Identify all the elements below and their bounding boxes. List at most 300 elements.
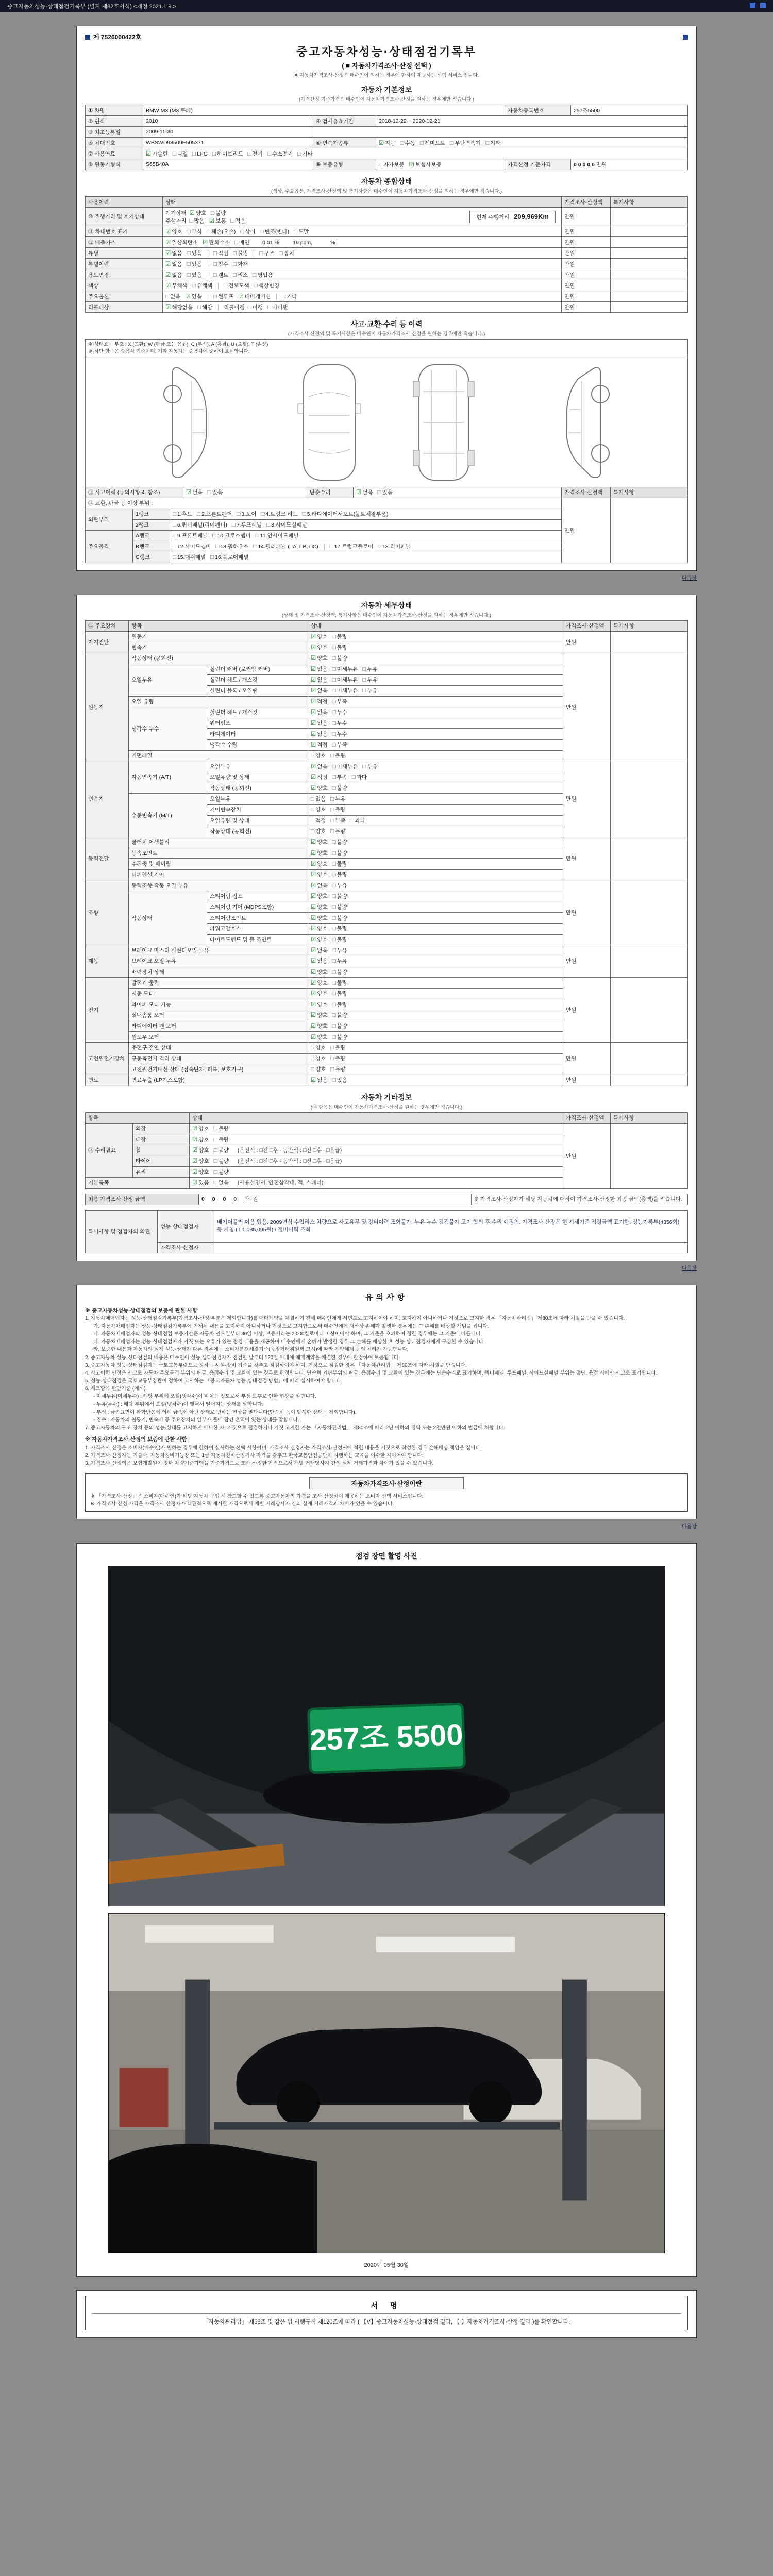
first-reg-label: ③ 최초등록일 xyxy=(86,127,143,138)
checkbox-option[interactable]: □ 기타 xyxy=(282,293,297,300)
checkbox-option[interactable]: □ 누유 xyxy=(332,947,347,954)
basic-items-options: ☑ 있음 □ 없음 (사용설명서, 안전삼각대, 잭, 스패너) xyxy=(190,1177,563,1188)
checkbox-option[interactable]: □ 부족 xyxy=(332,742,347,748)
checkbox-option[interactable]: □ 불량 xyxy=(330,1056,346,1062)
checkbox-option[interactable]: ☑ 무채색 xyxy=(165,282,188,289)
checkbox-option[interactable]: ☑ 양호 xyxy=(311,645,328,651)
status-options xyxy=(308,902,563,912)
checkbox-option[interactable]: □ 불량 xyxy=(332,915,347,921)
checkbox-option[interactable]: □ 불량 xyxy=(213,1158,229,1164)
checkbox-option[interactable]: ☑ 가솔린 xyxy=(146,150,168,157)
wheel-options: ☑ 양호 □ 불량 (운전석 : □전 □후 · 동반석 : □전 □후 · □응급) xyxy=(190,1145,563,1156)
rankB-options xyxy=(170,541,562,552)
price-cell: 만원 xyxy=(563,761,611,837)
checkbox-option[interactable]: □ 불량 xyxy=(330,828,346,835)
checkbox-option[interactable]: □ 18.리어패널 xyxy=(378,544,411,550)
special-history-label: 특별이력 xyxy=(86,259,163,269)
row-emission xyxy=(86,237,688,248)
final-price-note: ※ 가격조사·산정자가 해당 자동차에 대하여 가격조사·산정한 최종 금액(총액)을 적습니다. xyxy=(472,1194,688,1205)
checkbox-option[interactable]: □ 10.크로스멤버 xyxy=(212,533,251,539)
checkbox-option[interactable]: □ 디젤 xyxy=(172,150,188,157)
checkbox-option[interactable]: □ 14.필러패널 (□A, □B, □C) xyxy=(253,544,318,550)
price-option-note: ※ 자동차가격조사·산정은 매수인이 원하는 경우에 한하여 제공하는 선택 서비스 입니다. xyxy=(294,73,479,78)
checkbox-option[interactable]: ☑ 네비게이션 xyxy=(238,293,271,300)
checkbox-option[interactable]: □ 불량 xyxy=(213,1137,229,1143)
checkbox-option[interactable]: ☑ 없음 xyxy=(311,720,328,726)
checkbox-option[interactable]: □ 9.프론트패널 xyxy=(173,533,208,539)
checkbox-option[interactable]: □ 하이브리드 xyxy=(212,150,243,157)
part-label: 오일누유 xyxy=(207,761,308,772)
checkbox-option[interactable]: ☑ 자동 xyxy=(379,140,396,146)
checkbox-option[interactable]: ☑ 양호 xyxy=(311,1012,328,1019)
checkbox-option[interactable]: □ 양호 xyxy=(311,807,326,813)
checkbox-option[interactable]: □ 렌트 xyxy=(213,272,229,278)
status-options xyxy=(308,1042,563,1053)
part-label: 작동상태 (공회전) xyxy=(207,783,308,793)
page-title: 중고자동차성능·상태점검기록부 xyxy=(296,45,477,58)
detail-row xyxy=(86,837,688,848)
overall-subtitle: (색상, 주요옵션, 가격조사·산정액 및 특기사항은 매수인이 자동차가격조사·산정을 원하는 경우에만 적습니다.) xyxy=(271,189,502,194)
photos-title: 점검 장면 촬영 사진 xyxy=(356,1552,417,1561)
note-cell xyxy=(611,269,688,280)
checkbox-option[interactable]: □ 불량 xyxy=(332,1002,347,1008)
part-label: 스티어링조인트 xyxy=(207,912,308,923)
checkbox-option[interactable]: □ 불량 xyxy=(332,785,347,791)
status-options xyxy=(308,977,563,988)
checkbox-option[interactable]: □ 자가보증 xyxy=(379,161,405,168)
checkbox-option[interactable]: □ 없음 xyxy=(311,796,326,802)
car-top-view-diagram[interactable] xyxy=(293,360,365,485)
checkbox-option[interactable]: □ 유채색 xyxy=(192,282,213,289)
emission-options xyxy=(165,240,254,246)
checkbox-option[interactable]: ☑ 없음 xyxy=(165,250,182,257)
notice-line: 5. 성능·상태점검은 국토교통부장관이 정하여 고시하는 「중고자동차 성능·상태점검 방법」에 따라 실시하여야 합니다. xyxy=(85,1378,343,1384)
col-etc-item: 항목 xyxy=(86,1112,190,1123)
checkbox-option[interactable]: □ 양호 xyxy=(311,1056,326,1062)
checkbox-option[interactable]: □ 매연 xyxy=(234,239,250,246)
checkbox-option[interactable]: ☑ 양호 xyxy=(311,850,328,856)
checkbox-option[interactable]: □ 17.트렁크플로어 xyxy=(329,544,374,550)
tire-label: 타이어 xyxy=(133,1156,190,1166)
checkbox-option[interactable]: □ 많음 xyxy=(189,217,205,224)
checkbox-option[interactable]: ☑ 양호 xyxy=(311,915,328,921)
checkbox-option[interactable]: □ 있음 xyxy=(207,489,223,496)
checkbox-option[interactable]: ☑ 양호 xyxy=(311,893,328,900)
checkbox-option[interactable]: □ 양호 xyxy=(311,828,326,835)
checkbox-option[interactable]: □ 불량 xyxy=(213,1169,229,1175)
vin-marking-options xyxy=(163,226,562,237)
car-right-side-diagram[interactable] xyxy=(550,361,617,484)
checkbox-option[interactable]: □ 색상변경 xyxy=(254,282,280,289)
checkbox-option[interactable]: □ 미세누유 xyxy=(332,764,358,770)
checkbox-option[interactable]: ☑ 없음 xyxy=(311,666,328,672)
price-cell: 만원 xyxy=(562,280,611,291)
fuel-options xyxy=(143,148,688,159)
checkbox-option[interactable]: □ 불량 xyxy=(332,904,347,910)
checkbox-option[interactable]: ☑ 적정 xyxy=(311,699,328,705)
notice-line: - 누유(누수) : 해당 부위에서 오일(냉각수)이 맺혀서 떨어지는 상태를 말합니다. xyxy=(93,1401,264,1408)
checkbox-option[interactable]: □ 과다 xyxy=(351,774,367,781)
checkbox-option[interactable]: ☑ 적정 xyxy=(311,774,328,781)
checkbox-option[interactable]: □ 미이행 xyxy=(267,304,288,311)
checkbox-option[interactable]: □ 세미오토 xyxy=(419,140,446,146)
inspection-period-value: 2018-12-22 ~ 2020-12-21 xyxy=(376,116,688,127)
checkbox-option[interactable]: □ 해당 xyxy=(197,304,213,311)
interior-label: 내장 xyxy=(133,1134,190,1145)
color-label: 색상 xyxy=(86,280,163,291)
status-options xyxy=(308,945,563,956)
checkbox-option[interactable]: □ 미세누유 xyxy=(332,677,358,683)
main-options-etc xyxy=(276,294,301,300)
checkbox-option[interactable]: □ 불량 xyxy=(332,655,347,662)
checkbox-option[interactable]: □ 불량 xyxy=(332,861,347,867)
note-cell xyxy=(611,259,688,269)
notice-line: ※ 자동차가격조사·산정의 보증에 관한 사항 xyxy=(85,1436,187,1443)
rank2-options xyxy=(170,519,562,530)
part-label: 작동상태 (공회전) xyxy=(207,826,308,837)
checkbox-option[interactable]: ☑ 보험사보증 xyxy=(409,161,442,168)
checkbox-option[interactable]: ☑ 없음 xyxy=(311,947,328,954)
part-label: 파워고압호스 xyxy=(207,923,308,934)
next-page-link[interactable]: 다음장 xyxy=(682,1524,697,1530)
checkbox-option[interactable]: □ 있음 xyxy=(187,261,202,267)
checkbox-option[interactable]: ☑ 보통 xyxy=(209,217,226,224)
row-usage-change xyxy=(86,269,688,280)
checkbox-option[interactable]: □ 불량 xyxy=(332,926,347,932)
checkbox-option[interactable]: ☑ 없음 xyxy=(311,731,328,737)
checkbox-option[interactable]: ☑ 없음 xyxy=(311,883,328,889)
checkbox-option[interactable]: □ 불량 xyxy=(211,210,226,216)
etc-price-cell: 만원 xyxy=(563,1123,611,1188)
checkbox-option[interactable]: □ 누유 xyxy=(332,883,347,889)
checkbox-option[interactable]: ☑ 양호 xyxy=(311,785,328,791)
checkbox-option[interactable]: □ 침수 xyxy=(213,261,229,267)
checkbox-option[interactable]: ☑ 양호 xyxy=(311,991,328,997)
car-left-side-diagram[interactable] xyxy=(156,361,223,484)
checkbox-option[interactable]: ☑ 양호 xyxy=(311,980,328,986)
device-group-label: 원동기 xyxy=(86,653,129,761)
checkbox-option[interactable]: □ 전체도색 xyxy=(224,282,249,289)
checkbox-option[interactable]: ☑ 없음 xyxy=(165,272,182,278)
item-label: 오일 유량 xyxy=(129,696,308,707)
checkbox-option[interactable]: □ 부족 xyxy=(332,774,347,781)
detail-row xyxy=(86,761,688,772)
checkbox-option[interactable]: □ 누유 xyxy=(362,688,378,694)
checkbox-option[interactable]: ☑ 없음 xyxy=(311,677,328,683)
checkbox-option[interactable]: □ 있음 xyxy=(332,1077,347,1083)
checkbox-option[interactable]: □ 불량 xyxy=(330,1066,346,1073)
checkbox-option[interactable]: □ 16.플로어패널 xyxy=(210,554,249,561)
license-plate xyxy=(308,1704,464,1773)
item-label: 작동상태 xyxy=(129,891,207,945)
checkbox-option[interactable]: ☑ 없음 xyxy=(311,764,328,770)
status-options xyxy=(308,815,563,826)
current-mileage-box xyxy=(469,211,556,223)
checkbox-option[interactable]: □ 화재 xyxy=(233,261,248,267)
exchange-price-cell: 만원 xyxy=(562,498,611,563)
item-label: 동력조향 작동 오일 누유 xyxy=(129,880,308,891)
checkbox-option[interactable]: □ 변조(변타) xyxy=(260,228,290,235)
car-underbody-diagram[interactable] xyxy=(408,360,480,485)
checkbox-option[interactable]: □ 불량 xyxy=(213,1126,229,1132)
checkbox-option[interactable]: □ 불량 xyxy=(332,980,347,986)
checkbox-option[interactable]: □ 불법 xyxy=(233,250,248,257)
checkbox-option[interactable]: □ 1.후드 xyxy=(173,511,192,517)
checkbox-option[interactable]: ☑ 양호 xyxy=(192,1158,209,1164)
checkbox-option[interactable]: □ 불량 xyxy=(332,937,347,943)
checkbox-option[interactable]: □ 누유 xyxy=(362,764,378,770)
checkbox-option[interactable]: ☑ 양호 xyxy=(311,969,328,975)
checkbox-option[interactable]: ☑ 양호 xyxy=(311,926,328,932)
note-cell xyxy=(611,1075,688,1086)
checkbox-option[interactable]: □ 양호 xyxy=(311,1045,326,1051)
checkbox-option[interactable]: □ 누유 xyxy=(362,677,378,683)
note-cell xyxy=(611,837,688,880)
status-options xyxy=(308,1064,563,1075)
checkbox-option[interactable]: □ 불량 xyxy=(332,1034,347,1040)
checkbox-option[interactable]: □ 누수 xyxy=(332,709,347,716)
row-appraiser-remark xyxy=(86,1242,688,1253)
checkbox-option[interactable]: □ 13.휠하우스 xyxy=(215,544,249,550)
checkbox-option[interactable]: ☑ 적정 xyxy=(311,742,328,748)
checkbox-option[interactable]: □ 불량 xyxy=(332,969,347,975)
checkbox-option[interactable]: □ 4.트렁크 리드 xyxy=(261,511,298,517)
checkbox-option[interactable]: ☑ 양호 xyxy=(311,1002,328,1008)
window-icon[interactable] xyxy=(760,3,766,8)
checkbox-option[interactable]: □ 부족 xyxy=(330,818,346,824)
rankC-options xyxy=(170,552,562,563)
note-cell xyxy=(611,761,688,837)
item-label: 수동변속기 (M/T) xyxy=(129,793,207,837)
checkbox-option[interactable]: ☑ 일산화탄소 xyxy=(165,239,198,246)
checkbox-option[interactable]: □ 수동 xyxy=(400,140,415,146)
checkbox-option[interactable]: □ 훼손(오손) xyxy=(206,228,236,235)
col-detail-price: 가격조사·산정액 xyxy=(563,620,611,631)
checkbox-option[interactable]: ☑ 없음 xyxy=(311,958,328,964)
section-basic-info xyxy=(85,84,688,170)
base-price-unit: 만원 xyxy=(596,161,607,168)
checkbox-option[interactable]: □ 있음 xyxy=(377,489,393,496)
glass-label: 유리 xyxy=(133,1166,190,1177)
checkbox-option[interactable]: □ 영업용 xyxy=(253,272,273,278)
price-cell: 만원 xyxy=(563,837,611,880)
checkbox-option[interactable]: □ 불량 xyxy=(330,753,346,759)
checkbox-option[interactable]: ☑ 없음 xyxy=(186,489,203,496)
col-note: 특기사항 xyxy=(611,197,688,208)
part-label: 라디에이터 xyxy=(207,728,308,739)
checkbox-option[interactable]: ☑ 탄화수소 xyxy=(203,239,230,246)
base-price-value xyxy=(571,159,688,170)
checkbox-option[interactable]: ☑ 양호 xyxy=(192,1169,209,1175)
checkbox-option[interactable]: ☑ 양호 xyxy=(311,1034,328,1040)
checkbox-option[interactable]: ☑ 양호 xyxy=(311,872,328,878)
checkbox-option[interactable]: □ 없음 xyxy=(213,1180,229,1186)
rankC-label: C랭크 xyxy=(133,552,170,563)
checkbox-option[interactable]: □ 리스 xyxy=(233,272,248,278)
basic-title: 자동차 기본정보 xyxy=(361,86,412,94)
checkbox-option[interactable]: □ 이행 xyxy=(247,304,263,311)
checkbox-option[interactable]: □ 상이 xyxy=(240,228,256,235)
checkbox-option[interactable]: □ 불량 xyxy=(332,839,347,845)
checkbox-option[interactable]: □ 불량 xyxy=(332,893,347,900)
checkbox-option[interactable]: □ 불량 xyxy=(332,634,347,640)
checkbox-option[interactable]: □ 부족 xyxy=(332,699,347,705)
notice-line: 라. 보증한 내용과 자동차의 실제 성능·상태가 다른 경우에는 소비자분쟁해결기준(공정거래위원회 고시)에 따라 계약해제 등의 처리가 가능합니다. xyxy=(93,1347,409,1353)
tuning-options xyxy=(165,250,207,257)
part-label: 스티어링 펌프 xyxy=(207,891,308,902)
checkbox-option[interactable]: □ LPG xyxy=(192,150,208,157)
checkbox-option[interactable]: □ 2.프론트펜더 xyxy=(197,511,232,517)
checkbox-option[interactable]: □ 12.사이드멤버 xyxy=(173,544,211,550)
checkbox-option[interactable]: □ 5.라디에이터서포트(볼트체결부품) xyxy=(302,511,389,517)
checkbox-option[interactable]: □ 썬루프 xyxy=(213,293,234,300)
note-cell xyxy=(611,302,688,313)
checkbox-option[interactable]: □ 장치 xyxy=(279,250,294,257)
status-options xyxy=(308,772,563,783)
repaint-options xyxy=(218,283,284,289)
checkbox-option[interactable]: ☑ 없음 xyxy=(165,261,182,267)
checkbox-option[interactable]: □ 불량 xyxy=(332,1012,347,1019)
checkbox-option[interactable]: □ 불량 xyxy=(330,1045,346,1051)
checkbox-option[interactable]: ☑ 있음 xyxy=(192,1180,209,1186)
accident-flag-table xyxy=(85,487,688,498)
next-page-link[interactable]: 다음장 xyxy=(682,1265,697,1272)
accident-title: 사고·교환·수리 등 이력 xyxy=(350,320,423,328)
checkbox-option[interactable]: □ 미세누유 xyxy=(332,666,358,672)
status-options xyxy=(308,761,563,772)
checkbox-option[interactable]: ☑ 양호 xyxy=(311,655,328,662)
item-label: 윈도우 모터 xyxy=(129,1031,308,1042)
item-label: 변속기 xyxy=(129,642,308,653)
usage-change-label: 용도변경 xyxy=(86,269,163,280)
appraiser-label: 가격조사·산정자 xyxy=(158,1242,214,1253)
checkbox-option[interactable]: □ 없음 xyxy=(165,293,181,300)
notice-line: - 미세누유(미세누수) : 해당 부위에 오일(냉각수)이 비치는 정도로서 부품 노후로 인한 현상을 말합니다. xyxy=(93,1394,316,1400)
checkbox-option[interactable]: □ 있음 xyxy=(187,250,202,257)
gauge-state-options xyxy=(190,210,231,216)
checkbox-option[interactable]: □ 양호 xyxy=(311,1066,326,1073)
checkbox-option[interactable]: □ 누수 xyxy=(332,720,347,726)
checkbox-option[interactable]: ☑ 양호 xyxy=(192,1126,209,1132)
checkbox-option[interactable]: ☑ 양호 xyxy=(192,1137,209,1143)
checkbox-option[interactable]: ☑ 있음 xyxy=(185,293,202,300)
checkbox-option[interactable]: □ 구조 xyxy=(259,250,275,257)
notice-line: 2. 가격조사·산정자는 기술사, 자동차정비기능장 또는 1급 자동차정비산업기사 자격을 갖추고 한국교통안전공단이 시행하는 교육을 이수한 자이어야 합니다. xyxy=(85,1452,424,1459)
checkbox-option[interactable]: □ 도말 xyxy=(294,228,309,235)
checkbox-option[interactable]: ☑ 없음 xyxy=(311,1077,328,1083)
checkbox-option[interactable]: ☑ 양호 xyxy=(165,228,182,235)
checkbox-option[interactable]: □ 3.도어 xyxy=(237,511,257,517)
inspection-period-label: ④ 검사유효기간 xyxy=(313,116,376,127)
checkbox-option[interactable]: □ 미세누유 xyxy=(332,688,358,694)
checkbox-option[interactable]: □ 불량 xyxy=(332,645,347,651)
checkbox-option[interactable]: ☑ 양호 xyxy=(311,839,328,845)
repair-needed-group: ⑯ 수리필요 xyxy=(86,1123,133,1177)
window-icon[interactable] xyxy=(750,3,755,8)
checkbox-option[interactable]: ☑ 해당없음 xyxy=(165,304,193,311)
note-cell xyxy=(611,631,688,653)
checkbox-option[interactable]: □ 8.사이드실패널 xyxy=(266,522,307,528)
checkbox-option[interactable]: □ 6.쿼터패널(리어펜더) xyxy=(173,522,227,528)
checkbox-option[interactable]: □ 11.인사이드패널 xyxy=(255,533,299,539)
checkbox-option[interactable]: ☑ 없음 xyxy=(311,688,328,694)
status-options xyxy=(308,837,563,848)
checkbox-option[interactable]: □ 부식 xyxy=(187,228,202,235)
recall-options xyxy=(165,304,217,311)
item-label: 라디에이터 팬 모터 xyxy=(129,1021,308,1031)
checkbox-option[interactable]: □ 7.루프패널 xyxy=(231,522,262,528)
checkbox-option[interactable]: □ 누유 xyxy=(332,958,347,964)
checkbox-option[interactable]: □ 기타 xyxy=(297,150,313,157)
checkbox-option[interactable]: ☑ 양호 xyxy=(311,861,328,867)
checkbox-option[interactable]: ☑ 양호 xyxy=(189,210,207,216)
device-group-label: 조향 xyxy=(86,880,129,945)
recall-label: 리콜대상 xyxy=(86,302,163,313)
checkbox-option[interactable]: □ 불량 xyxy=(213,1147,229,1154)
col-etc-state: 상태 xyxy=(190,1112,563,1123)
part-label: 타이로드엔드 및 볼 조인트 xyxy=(207,934,308,945)
col-state: 상태 xyxy=(163,197,562,208)
main-options-presence xyxy=(165,294,207,300)
checkbox-option[interactable]: □ 전기 xyxy=(247,150,263,157)
checkbox-option[interactable]: □ 누수 xyxy=(332,731,347,737)
emission-label: ⑫ 배출가스 xyxy=(86,237,163,248)
checkbox-option[interactable]: ☑ 양호 xyxy=(311,1023,328,1029)
checkbox-option[interactable]: □ 적법 xyxy=(213,250,229,257)
checkbox-option[interactable]: □ 불량 xyxy=(332,1023,347,1029)
checkbox-option[interactable]: □ 기타 xyxy=(485,140,501,146)
note-cell xyxy=(611,880,688,945)
usage-change-options xyxy=(165,272,207,278)
checkbox-option[interactable]: □ 수소전기 xyxy=(267,150,293,157)
col-detail-note: 특기사항 xyxy=(611,620,688,631)
model-year-label: ② 연식 xyxy=(86,116,143,127)
panel-photos xyxy=(76,1543,697,2277)
status-options xyxy=(308,934,563,945)
checkbox-option[interactable]: □ 있음 xyxy=(187,272,202,278)
status-options xyxy=(308,956,563,967)
item-label: 추진축 및 베어링 xyxy=(129,858,308,869)
checkbox-option[interactable]: □ 불량 xyxy=(332,872,347,878)
checkbox-option[interactable]: □ 누유 xyxy=(330,796,346,802)
row-accident-flag xyxy=(86,487,688,498)
checkbox-option[interactable]: ☑ 양호 xyxy=(311,634,328,640)
checkbox-option[interactable]: ☑ 양호 xyxy=(311,904,328,910)
next-page-link[interactable]: 다음장 xyxy=(682,575,697,581)
checkbox-option[interactable]: ☑ 없음 xyxy=(356,489,373,496)
col-item: 항목 xyxy=(129,620,308,631)
checkbox-option[interactable]: □ 불량 xyxy=(332,991,347,997)
checkbox-option[interactable]: □ 적음 xyxy=(230,217,246,224)
checkbox-option[interactable]: □ 양호 xyxy=(311,753,326,759)
car-damage-diagrams xyxy=(85,358,688,487)
price-cell: 만원 xyxy=(563,1042,611,1075)
checkbox-option[interactable]: ☑ 없음 xyxy=(311,709,328,716)
mileage-amount-label: 주행거리 xyxy=(165,217,187,224)
checkbox-option[interactable]: □ 15.대쉬패널 xyxy=(173,554,206,561)
checkbox-option[interactable]: □ 적정 xyxy=(311,818,326,824)
checkbox-option[interactable]: □ 불량 xyxy=(332,850,347,856)
checkbox-option[interactable]: ☑ 양호 xyxy=(192,1147,209,1154)
status-options xyxy=(308,653,563,664)
checkbox-option[interactable]: □ 과다 xyxy=(350,818,365,824)
checkbox-option[interactable]: □ 무단변속기 xyxy=(450,140,481,146)
checkbox-option[interactable]: ☑ 양호 xyxy=(311,937,328,943)
checkbox-option[interactable]: □ 불량 xyxy=(330,807,346,813)
device-group-label: 제동 xyxy=(86,945,129,977)
checkbox-option[interactable]: □ 누유 xyxy=(362,666,378,672)
item-label: 디퍼렌셜 기어 xyxy=(129,869,308,880)
